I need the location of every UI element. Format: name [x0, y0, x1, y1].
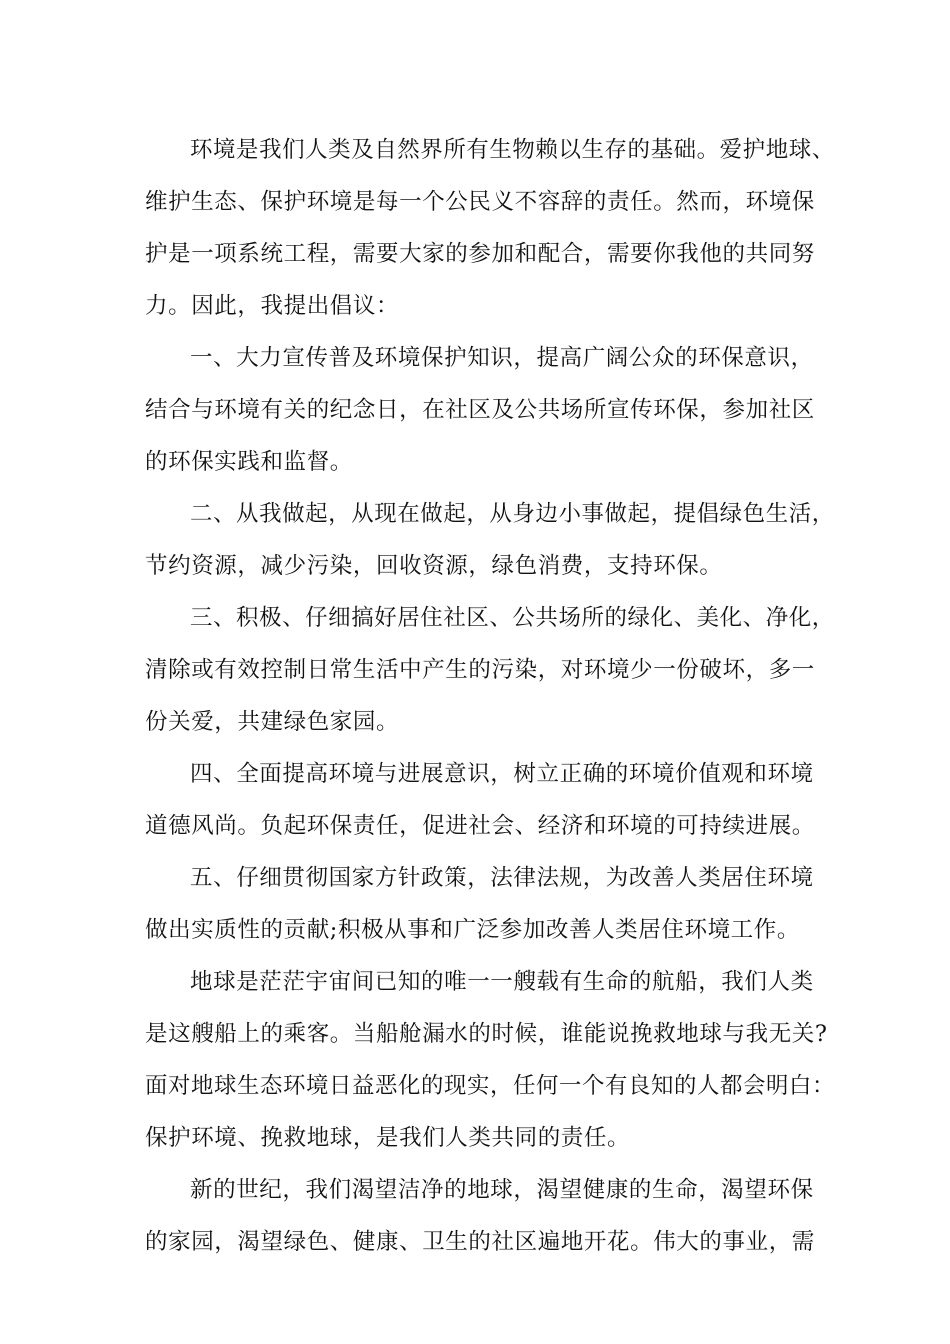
paragraph-3-line-2: 的家园，渴望绿色、健康、卫生的社区遍地开花。伟大的事业，需 — [145, 1229, 815, 1255]
item-5-line-2: 做出实质性的贡献;积极从事和广泛参加改善人类居住环境工作。 — [145, 917, 800, 943]
paragraph-1-line-2: 维护生态、保护环境是每一个公民义不容辞的责任。然而，环境保 — [145, 189, 815, 215]
paragraph-1-line-3: 护是一项系统工程，需要大家的参加和配合，需要你我他的共同努 — [145, 241, 815, 267]
item-2-line-2: 节约资源，减少污染，回收资源，绿色消费，支持环保。 — [145, 553, 723, 579]
paragraph-3-line-1: 新的世纪，我们渴望洁净的地球，渴望健康的生命，渴望环保 — [190, 1177, 814, 1203]
paragraph-1-line-1: 环境是我们人类及自然界所有生物赖以生存的基础。爱护地球、 — [190, 137, 835, 163]
paragraph-2-line-1: 地球是茫茫宇宙间已知的唯一一艘载有生命的航船，我们人类 — [190, 969, 814, 995]
item-1-line-1: 一、大力宣传普及环境保护知识，提高广阔公众的环保意识， — [190, 345, 814, 371]
paragraph-1-line-4: 力。因此，我提出倡议： — [145, 293, 400, 319]
item-4-line-1: 四、全面提高环境与进展意识，树立正确的环境价值观和环境 — [190, 761, 814, 787]
item-5-line-1: 五、仔细贯彻国家方针政策，法律法规，为改善人类居住环境 — [190, 865, 814, 891]
item-3-line-3: 份关爱，共建绿色家园。 — [145, 709, 400, 735]
item-1-line-3: 的环保实践和监督。 — [145, 449, 353, 475]
paragraph-2-line-3: 面对地球生态环境日益恶化的现实，任何一个有良知的人都会明白： — [145, 1073, 836, 1099]
item-2-line-1: 二、从我做起，从现在做起，从身边小事做起，提倡绿色生活， — [190, 501, 835, 527]
paragraph-2-line-2: 是这艘船上的乘客。当船舱漏水的时候，谁能说挽救地球与我无关? — [145, 1021, 828, 1047]
item-4-line-2: 道德风尚。负起环保责任，促进社会、经济和环境的可持续进展。 — [145, 813, 815, 839]
item-3-line-2: 清除或有效控制日常生活中产生的污染，对环境少一份破坏，多一 — [145, 657, 815, 683]
paragraph-2-line-4: 保护环境、挽救地球，是我们人类共同的责任。 — [145, 1125, 631, 1151]
item-3-line-1: 三、积极、仔细搞好居住社区、公共场所的绿化、美化、净化， — [190, 605, 835, 631]
item-1-line-2: 结合与环境有关的纪念日，在社区及公共场所宣传环保，参加社区 — [145, 397, 815, 423]
